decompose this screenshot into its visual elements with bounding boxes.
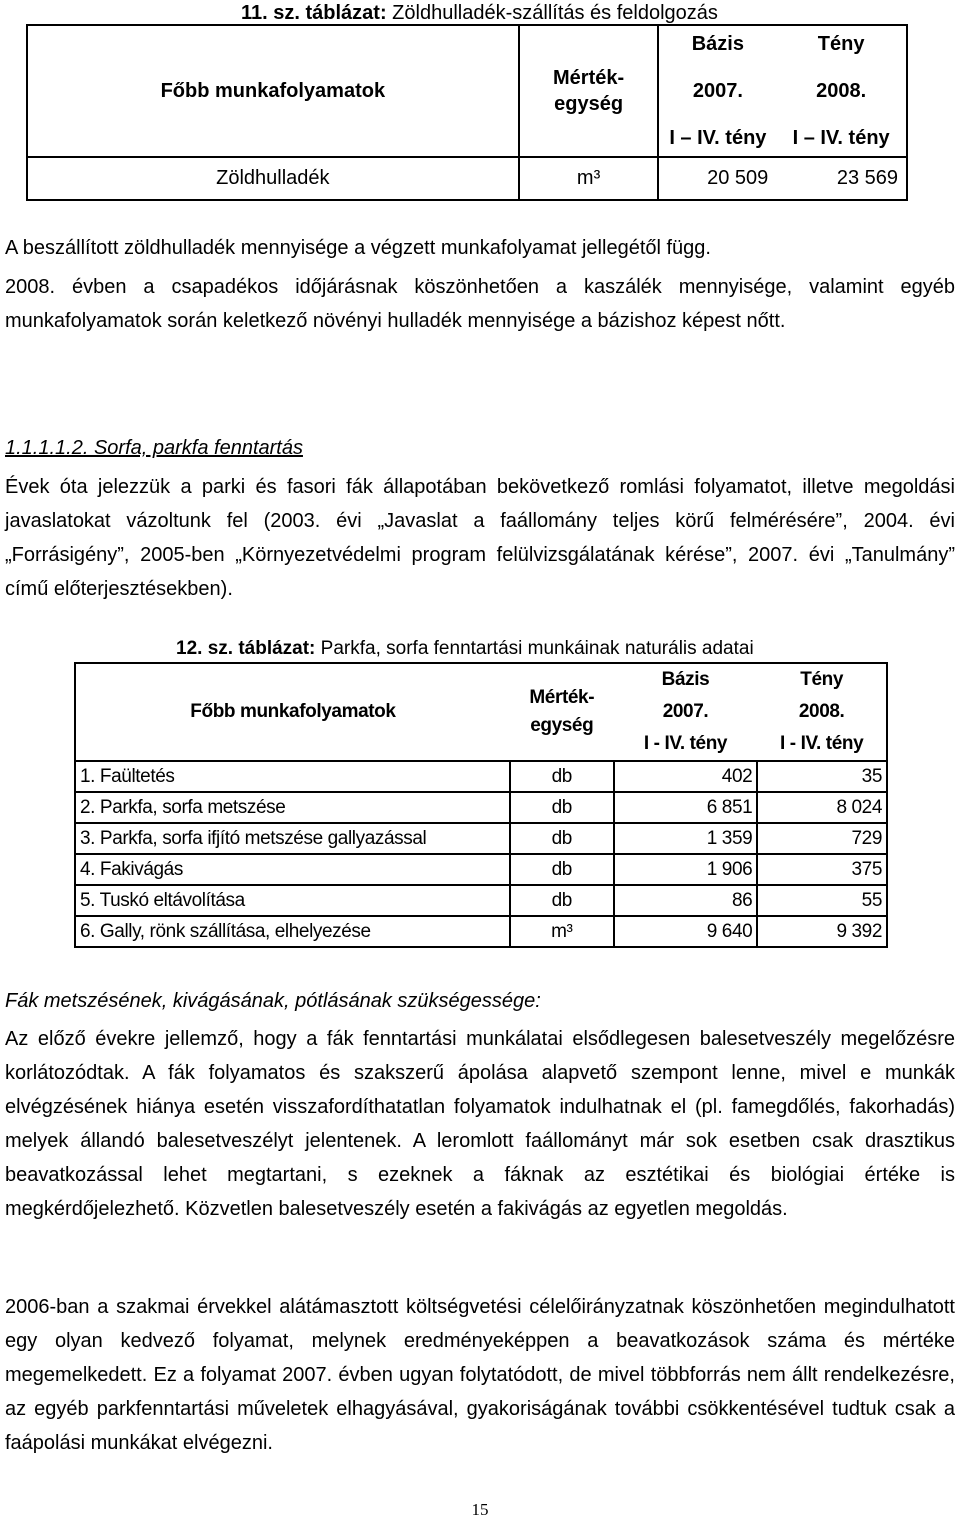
paragraph-4-text: Az előző évekre jellemző, hogy a fák fenntartási munkálatai elsődlegesen balesetveszély megelőzésre korlátozódtak. A fák folyamatos és szakszerű ápolása alapvető szempont lenne, mivel e munkák elvégzésének hiánya esetén visszafordíthatatlan folyamatok indulhatnak el (pl. famegdőlés, fakorhadás) melyek állandó balesetveszélyt jelentenek. A leromlott faállományt már sok esetben csak drasztikus beavatkozással lehet megtartani, s ezeknek a fáknak az esztétikai és biológiai értéke is megkérdőjelezhető. Közvetlen balesetveszély esetén a fakivágás az egyetlen megoldás. [5, 1028, 955, 1220]
paragraph-5-text: 2006-ban a szakmai érvekkel alátámasztott költségvetési célelőirányzatnak köszönhetően megindulhatott egy olyan kedvező folyamat, melynek eredményeképpen a beavatkozások száma és mértéke megemelkedett. Ez a folyamat 2007. évben ugyan folytatódott, de mivel többforrás nem állt rendelkezésre, az egyéb parkfenntartási műveletek elhagyásával, gyakoriságának további csökkentésével tudtuk csak a faápolási munkákat elvégezni. [5, 1296, 955, 1454]
table-12-cell-fact: 55 [757, 885, 887, 916]
table-12-header-unit-label: Mérték-egység [529, 687, 595, 736]
paragraph-3-text: Évek óta jelezzük a parki és fasori fák állapotában bekövetkező romlási folyamatot, illetve megoldási javaslatokat vázoltunk fel (2003. évi „Javaslat a faállomány teljes körű felmérésére”, 2004. évi „Forrásigény”, 2005-ben „Környezetvédelmi program felülvizsgálatának kérése”, 2007. évi „Tanulmány” című előterjesztésekben). [5, 476, 955, 600]
table-12-cell-base: 402 [614, 761, 758, 792]
t12-fact-l3: I - IV. tény [780, 733, 864, 754]
paragraph-2 [5, 270, 955, 338]
table-11-cell-base: 20 509 [658, 157, 776, 200]
table-12-cell-name: 2. Parkfa, sorfa metszése [75, 792, 510, 823]
table-row [75, 792, 887, 823]
table-row [75, 885, 887, 916]
t11-fact-l3: I – IV. tény [792, 127, 890, 149]
table-11-caption [241, 2, 718, 25]
table-row [75, 761, 887, 792]
table-12-cell-fact: 9 392 [757, 916, 887, 947]
table-12-cell-fact: 8 024 [757, 792, 887, 823]
table-12-cell-base: 6 851 [614, 792, 758, 823]
paragraph-2-text: 2008. évben a csapadékos időjárásnak köszönhetően a kaszálék mennyisége, valamint egyéb munkafolyamatok során keletkező növényi hulladék mennyisége a bázishoz képest nőtt. [5, 276, 955, 332]
table-12-cell-base: 9 640 [614, 916, 758, 947]
t12-base-l2: 2007. [662, 701, 709, 722]
table-11-header-fact [776, 25, 907, 157]
table-12-cell-unit: db [510, 761, 614, 792]
paragraph-1: A beszállított zöldhulladék mennyisége a végzett munkafolyamat jellegétől függ. [5, 237, 711, 259]
table-12-header-unit [510, 663, 614, 761]
page-number: 15 [471, 1500, 489, 1519]
table-12-header-base [614, 663, 758, 761]
table-12-header-fact [757, 663, 887, 761]
t11-base-l1: Bázis [691, 33, 744, 55]
t12-base-l3: I - IV. tény [643, 733, 728, 754]
table-12-header-row [75, 663, 887, 761]
table-12-caption-text: Parkfa, sorfa fenntartási munkáinak naturális adatai [315, 638, 754, 659]
table-12-caption [176, 638, 754, 660]
table-12 [74, 662, 888, 948]
table-11-caption-text: Zöldhulladék-szállítás és feldolgozás [386, 2, 718, 24]
table-12-cell-name: 3. Parkfa, sorfa ifjító metszése gallyazással [75, 823, 510, 854]
table-12-caption-prefix: 12. sz. táblázat: [176, 638, 316, 659]
table-12-cell-base: 1 359 [614, 823, 758, 854]
table-11-cell-unit: m³ [519, 157, 659, 200]
table-row [75, 823, 887, 854]
table-12-cell-fact: 375 [757, 854, 887, 885]
table-row [75, 854, 887, 885]
table-12-cell-name: 6. Gally, rönk szállítása, elhelyezése [75, 916, 510, 947]
table-11-cell-name: Zöldhulladék [27, 157, 519, 200]
section-heading: 1.1.1.1.2. Sorfa, parkfa fenntartás [5, 437, 303, 459]
table-12-cell-unit: db [510, 854, 614, 885]
table-12-cell-name: 4. Fakivágás [75, 854, 510, 885]
table-11-header-main: Főbb munkafolyamatok [27, 25, 519, 157]
paragraph-4 [5, 1022, 955, 1226]
table-11-header-base [658, 25, 776, 157]
table-11 [26, 24, 908, 201]
table-12-cell-unit: db [510, 885, 614, 916]
table-11-cell-fact: 23 569 [776, 157, 907, 200]
table-12-cell-fact: 35 [757, 761, 887, 792]
table-11-header-unit [519, 25, 659, 157]
table-12-cell-unit: db [510, 823, 614, 854]
table-row [75, 916, 887, 947]
t11-base-l2: 2007. [692, 80, 743, 102]
t11-fact-l1: Tény [817, 33, 865, 55]
t11-base-l3: I – IV. tény [669, 127, 767, 149]
paragraph-3 [5, 470, 955, 606]
italic-heading: Fák metszésének, kivágásának, pótlásának szükségessége: [5, 990, 541, 1012]
table-12-cell-unit: m³ [510, 916, 614, 947]
paragraph-5 [5, 1290, 955, 1460]
table-11-header-unit-label: Mérték-egység [553, 67, 625, 115]
table-12-cell-name: 1. Faültetés [75, 761, 510, 792]
t12-base-l1: Bázis [661, 669, 710, 690]
table-12-cell-base: 86 [614, 885, 758, 916]
table-11-header-row [27, 25, 907, 157]
table-12-cell-fact: 729 [757, 823, 887, 854]
table-11-caption-prefix: 11. sz. táblázat: [241, 2, 387, 24]
table-row [27, 157, 907, 200]
t12-fact-l1: Tény [800, 669, 844, 690]
table-12-cell-name: 5. Tuskó eltávolítása [75, 885, 510, 916]
table-12-cell-base: 1 906 [614, 854, 758, 885]
table-12-header-main: Főbb munkafolyamatok [75, 663, 510, 761]
t11-fact-l2: 2008. [816, 80, 867, 102]
table-12-cell-unit: db [510, 792, 614, 823]
t12-fact-l2: 2008. [798, 701, 845, 722]
